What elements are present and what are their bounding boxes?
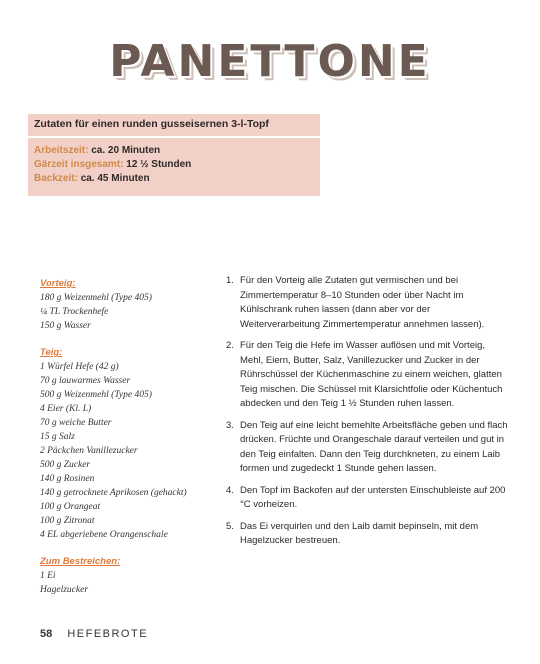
time-value: ca. 45 Minuten <box>80 173 150 184</box>
ingredient-group-bestreichen <box>40 555 210 597</box>
ingredient-item: 70 g lauwarmes Wasser <box>40 376 131 386</box>
step-1 <box>226 274 508 332</box>
ingredient-item: Hagelzucker <box>40 585 89 595</box>
time-label: Arbeitszeit: <box>34 145 89 156</box>
ingredient-group-title: Vorteig: <box>40 278 76 289</box>
step-number: 1. <box>226 275 234 286</box>
time-row-proof <box>34 158 320 172</box>
ingredient-item: 140 g getrocknete Aprikosen (gehackt) <box>40 488 187 498</box>
step-number: 5. <box>226 520 234 532</box>
step-text: Den Topf im Backofen auf der untersten Einschubleiste auf 200 °C vorheizen. <box>240 484 506 510</box>
time-row-bake <box>34 172 320 186</box>
ingredient-group-teig <box>40 346 210 542</box>
ingredients-list <box>40 277 210 610</box>
ingredient-item: 70 g weiche Butter <box>40 418 112 428</box>
ingredient-item: 100 g Orangeat <box>40 502 101 512</box>
page-footer <box>40 628 148 640</box>
ingredient-item: 1 Würfel Hefe (42 g) <box>40 362 119 372</box>
infobox-heading: Zutaten für einen runden gusseisernen 3-l-Topf <box>28 114 320 136</box>
ingredient-item: 150 g Wasser <box>40 321 91 331</box>
step-text: Das Ei verquirlen und den Laib damit bepinseln, mit dem Hagelzucker bestreuen. <box>240 520 479 546</box>
page-title: PANETTONE <box>109 36 431 87</box>
step-text: Für den Teig die Hefe im Wasser auflösen und mit Vorteig, Mehl, Eiern, Butter, Salz, Vanillezucker und Zucker in der Rührschüssel der Küchenmaschine zu einem weichen, glatten Teig mischen. Die Schüssel mit Klarsichtfolie oder Küchentuch abdecken und den Teig 1 ½ Stunden ruhen lassen. <box>240 340 503 409</box>
ingredient-group-title: Zum Bestreichen: <box>40 556 121 567</box>
time-row-work <box>34 144 320 158</box>
step-4 <box>226 484 508 513</box>
ingredient-group-title: Teig: <box>40 347 63 358</box>
instruction-steps <box>226 274 508 556</box>
section-name: HEFEBROTE <box>67 628 149 640</box>
ingredient-item: 1 Ei <box>40 571 56 581</box>
ingredient-item: 2 Päckchen Vanillezucker <box>40 446 138 456</box>
step-number: 3. <box>226 419 234 431</box>
step-2 <box>226 339 508 412</box>
step-text: Für den Vorteig alle Zutaten gut vermischen und bei Zimmertemperatur 8–10 Stunden oder über Nacht im Kühlschrank ruhen lassen (dann aber vor der Weiterverarbeitung Zimmertemperatur annehmen lassen). <box>240 275 485 330</box>
ingredient-item: 100 g Zitronat <box>40 516 95 526</box>
ingredient-item: 180 g Weizenmehl (Type 405) <box>40 293 152 303</box>
time-label: Gärzeit insgesamt: <box>34 159 124 170</box>
time-label: Backzeit: <box>34 173 78 184</box>
step-3 <box>226 419 508 477</box>
ingredient-item: 500 g Zucker <box>40 460 91 470</box>
ingredient-item: 4 Eier (Kl. L) <box>40 404 92 414</box>
ingredient-item: ¼ TL Trockenhefe <box>40 307 109 317</box>
page-number: 58 <box>40 628 53 640</box>
step-number: 2. <box>226 340 234 351</box>
ingredient-item: 15 g Salz <box>40 432 75 442</box>
time-value: 12 ½ Stunden <box>126 159 192 170</box>
ingredient-group-vorteig <box>40 277 210 333</box>
ingredient-item: 500 g Weizenmehl (Type 405) <box>40 390 152 400</box>
time-value: ca. 20 Minuten <box>91 145 161 156</box>
ingredient-item: 4 EL abgeriebene Orangenschale <box>40 530 168 540</box>
time-info-box <box>28 138 320 196</box>
ingredient-item: 140 g Rosinen <box>40 474 95 484</box>
step-text: Den Teig auf eine leicht bemehlte Arbeitsfläche geben und flach drücken. Früchte und Orangeschale darauf verteilen und gut in den Teig einfalten. Dann den Teig durchkneten, zu einem Laib formen und zugedeckt 1 Stunde gehen lassen. <box>240 419 508 474</box>
step-number: 4. <box>226 484 234 496</box>
step-5 <box>226 520 508 549</box>
